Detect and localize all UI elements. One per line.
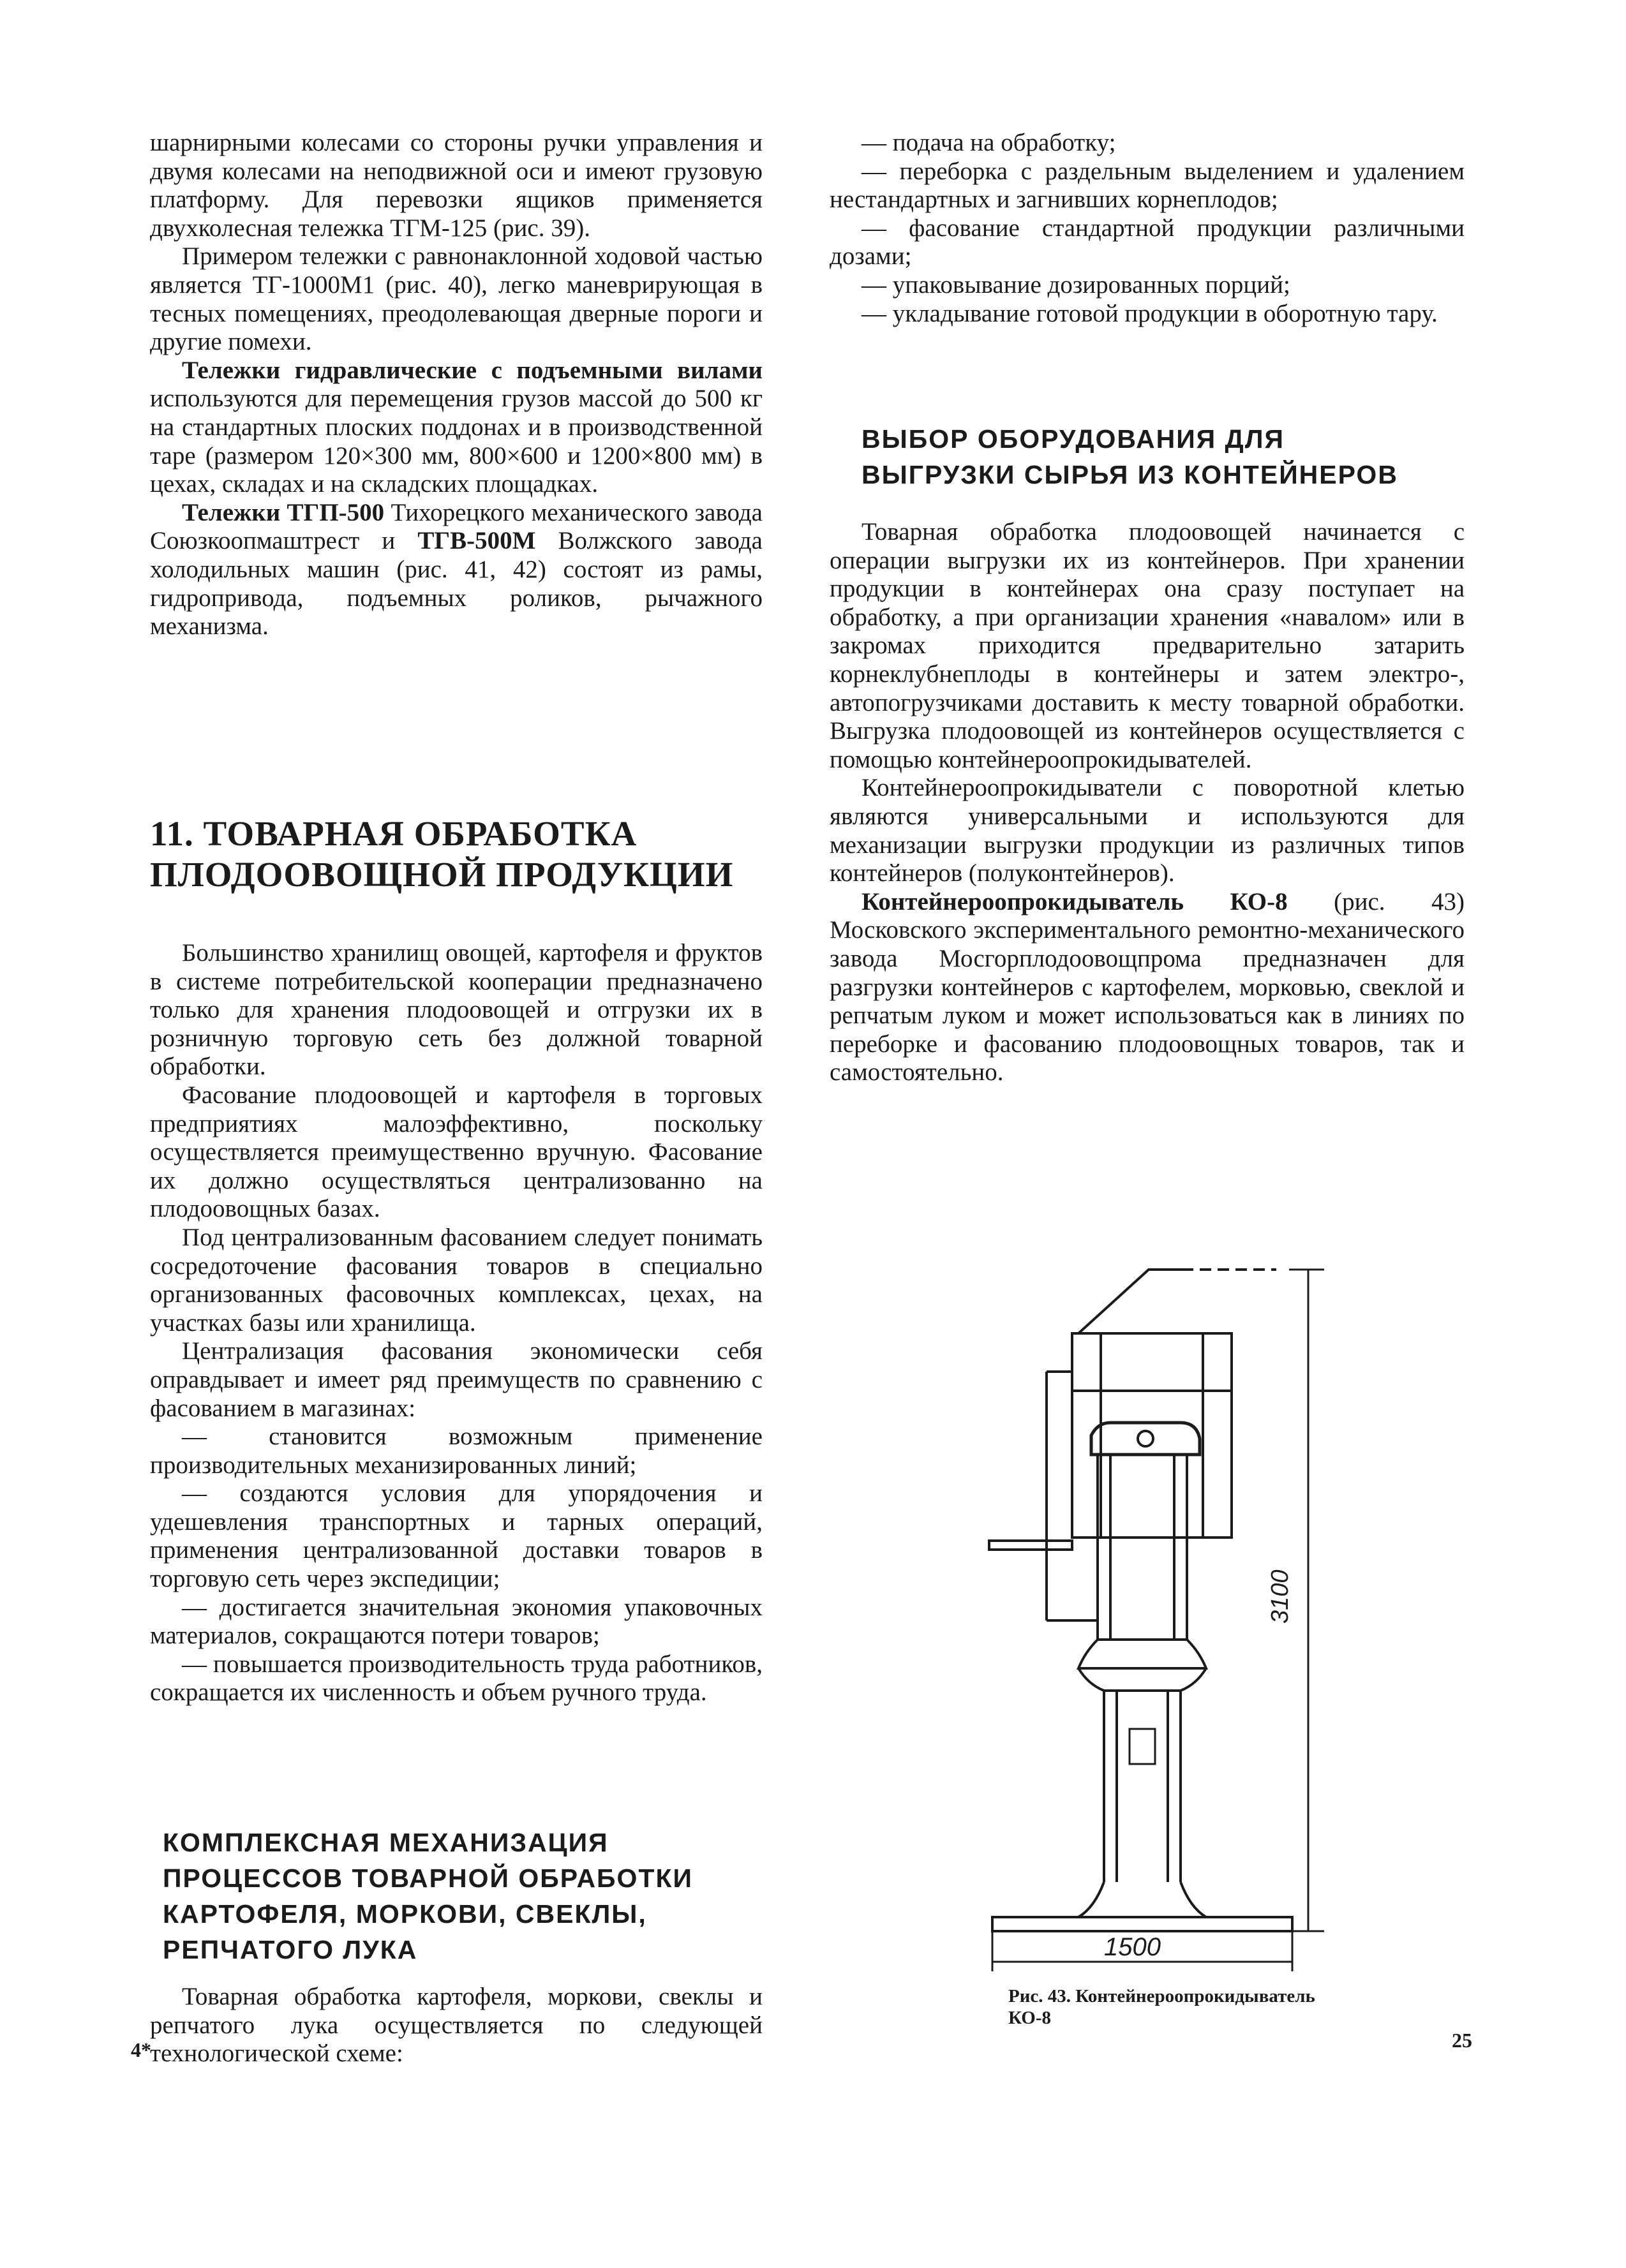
- list-item: — становится возможным применение производительных механизированных линий;: [150, 1423, 763, 1479]
- section-heading-line: ПЛОДООВОЩНОЙ ПРОДУКЦИИ: [150, 855, 734, 894]
- paragraph-text: используются для перемещения грузов массой до 500 кг на стандартных плоских поддонах и в производственной таре (размером 120×300 мм, 800×600 и 1200×800 мм) в цехах, складах и на складских площадках.: [150, 385, 763, 498]
- left-column-end: [150, 1983, 763, 2068]
- subsection-heading-line: КАРТОФЕЛЯ, МОРКОВИ, СВЕКЛЫ,: [163, 1899, 647, 1929]
- paragraph-tgp: [150, 499, 763, 641]
- list-item: — создаются условия для упорядочения и удешевления транспортных и тарных операций, применения централизованной доставки товаров в торговую сеть через экспедиции;: [150, 1479, 763, 1593]
- right-column-list: [830, 129, 1465, 328]
- left-column-top: [150, 129, 763, 641]
- list-item: — подача на обработку;: [861, 129, 1116, 156]
- section-heading-line: 11. ТОВАРНАЯ ОБРАБОТКА: [150, 814, 638, 853]
- pivot-hub: [1091, 1423, 1200, 1455]
- pivot-bolt: [1138, 1431, 1153, 1446]
- list-item: — фасование стандартной продукции различными дозами;: [830, 214, 1465, 271]
- paragraph: Централизация фасования экономически себя оправдывает и имеет ряд преимуществ по сравнению с фасованием в магазинах:: [150, 1337, 763, 1422]
- dim-width-label: 1500: [1104, 1933, 1161, 1961]
- paragraph: Товарная обработка картофеля, моркови, свеклы и репчатого лука осуществляется по следующей технологической схеме:: [150, 1983, 763, 2068]
- section-heading: [150, 813, 788, 895]
- left-column-body: [150, 939, 763, 1707]
- term-bold: ТГВ-500М: [417, 527, 536, 555]
- subsection-heading-line: РЕПЧАТОГО ЛУКА: [163, 1935, 418, 1964]
- paragraph: Контейнероопрокидыватели с поворотной клетью являются универсальными и используются для механизации выгрузки продукции из различных типов контейнеров (полуконтейнеров).: [830, 774, 1465, 887]
- right-column-body: [830, 518, 1465, 1087]
- list-item: — переборка с раздельным выделением и удалением нестандартных и загнивших корнеплодов;: [830, 157, 1465, 214]
- base-plate: [992, 1917, 1292, 1931]
- signature-mark: 4*: [131, 2038, 151, 2061]
- paragraph: шарнирными колесами со стороны ручки управления и двумя колесами на неподвижной оси и имеют грузовую платформу. Для перевозки ящиков применяется двухколесная тележка ТГМ-125 (рис. 39).: [150, 129, 763, 242]
- list-item: — укладывание готовой продукции в оборотную тару.: [861, 299, 1438, 327]
- figure-caption: Рис. 43. Контейнероопрокидыватель КО-8: [1008, 1986, 1315, 2028]
- paragraph: Фасование плодоовощей и картофеля в торговых предприятиях малоэффективно, поскольку осуществляется преимущественно вручную. Фасование их должно осуществляться централизованно на плодоовощных базах.: [150, 1081, 763, 1223]
- list-item: — повышается производительность труда работников, сокращается их численность и объем ручного труда.: [150, 1650, 763, 1707]
- subsection-heading-line: ВЫБОР ОБОРУДОВАНИЯ ДЛЯ: [861, 424, 1285, 454]
- cage-top-outline: [1078, 1270, 1193, 1333]
- dim-height-label: 3100: [1267, 1569, 1294, 1624]
- list-item: — достигается значительная экономия упаковочных материалов, сокращаются потери товаров;: [150, 1593, 763, 1650]
- subsection-heading-line: ПРОЦЕССОВ ТОВАРНОЙ ОБРАБОТКИ: [163, 1864, 693, 1893]
- column-collar: [1078, 1640, 1206, 1668]
- figure-ko8-drawing: [976, 1244, 1359, 1997]
- paragraph: Товарная обработка плодоовощей начинается с операции выгрузки их из контейнеров. При хранении продукции в контейнерах она сразу поступает на обработку, а при организации хранения «навалом» или в закромах приходится предварительно затарить корнеклубнеплоды в контейнеры и затем электро-, автопогрузчиками доставить к месту товарной обработки. Выгрузка плодоовощей из контейнеров осуществляется с помощью контейнероопрокидывателей.: [830, 518, 1465, 773]
- paragraph: Примером тележки с равнонаклонной ходовой частью является ТГ-1000М1 (рис. 40), легко маневрирующая в тесных помещениях, преодолевающая дверные пороги и другие помехи.: [150, 242, 763, 356]
- subsection-heading-line: ВЫГРУЗКИ СЫРЬЯ ИЗ КОНТЕЙНЕРОВ: [861, 460, 1398, 489]
- paragraph: Большинство хранилищ овощей, картофеля и фруктов в системе потребительской кооперации предназначено только для хранения плодоовощей и отгрузки их в розничную торговую сеть без должной товарной обработки.: [150, 939, 763, 1081]
- subsection-heading: [861, 421, 1398, 493]
- subsection-heading-line: КОМПЛЕКСНАЯ МЕХАНИЗАЦИЯ: [163, 1828, 609, 1857]
- paragraph-text: Волжского завода холодильных машин (рис. 41, 42) состоят из рамы, гидропривода, подъемных роликов, рычажного механизма.: [150, 527, 763, 641]
- lever: [989, 1541, 1072, 1550]
- control-box: [1130, 1729, 1155, 1764]
- paragraph-ko8: [830, 888, 1465, 1087]
- cage-upper-box: [1072, 1333, 1232, 1391]
- paragraph: Под централизованным фасованием следует понимать сосредоточение фасования товаров в специально организованных фасовочных комплексах, цехах, на участках базы или хранилища.: [150, 1223, 763, 1337]
- term-bold: Контейнероопрокидыватель КО-8: [861, 887, 1288, 915]
- paragraph-text: Тихорецкого механического завода Союзкоопмаштрест и: [150, 498, 763, 555]
- subsection-heading: [163, 1825, 693, 1968]
- cage-lower-box: [1072, 1391, 1232, 1538]
- paragraph-hydraulic: [150, 357, 763, 499]
- page-number: 25: [1452, 2029, 1472, 2052]
- paragraph-text: (рис. 43) Московского экспериментального ремонтно-механического завода Мосгорплодоовощпрома предназначен для разгрузки контейнеров с картофелем, морковью, свеклой и репчатым луком и может использоваться как в линиях по переборке и фасованию плодоовощных товаров, так и самостоятельно.: [830, 887, 1465, 1086]
- column-collar: [1078, 1668, 1206, 1691]
- list-item: — упаковывание дозированных порций;: [861, 271, 1290, 299]
- term-bold: Тележки гидравлические с подъемными вилами: [182, 356, 763, 384]
- term-bold: Тележки ТГП-500: [182, 498, 385, 526]
- base-foot: [1078, 1882, 1206, 1917]
